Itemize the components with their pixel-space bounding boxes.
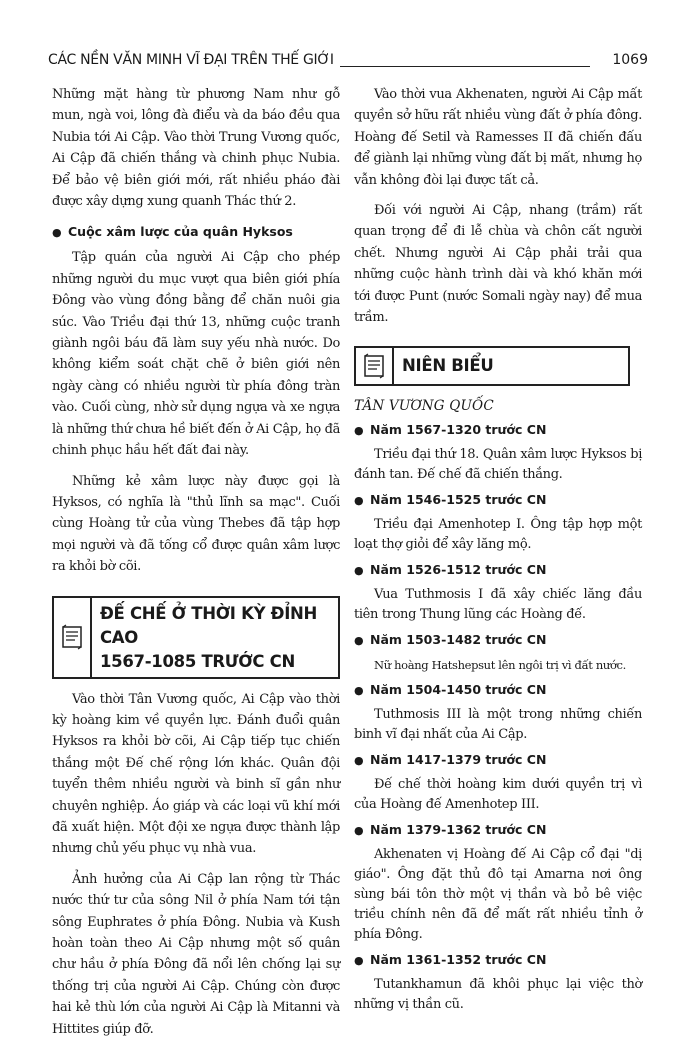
timeline-entry	[354, 629, 642, 675]
paragraph: Những mặt hàng từ phương Nam như gỗ mun, ngà voi, lông đà điểu và da báo đều qua Nubia tới Ai Cập. Vào thời Trung Vương quốc, Ai Cập đã chiến thắng và chinh phục Nubia. Để bảo vệ biên giới mới, rất nhiều pháo đài được xây dựng xung quanh Thác thứ 2.	[52, 87, 340, 210]
timeline-entry	[354, 559, 642, 625]
timeline-entry	[354, 489, 642, 555]
bullet-dot-icon: ●	[354, 424, 364, 438]
timeline-text: Đế chế thời hoàng kim dưới quyền trị vì của Hoàng đế Amenhotep III.	[354, 777, 642, 813]
timeline-entry	[354, 419, 642, 485]
running-title: CÁC NỀN VĂN MINH VĨ ĐẠI TRÊN THẾ GIỚI	[48, 52, 334, 68]
timeline-date: ● Năm 1417-1379 trước CN	[354, 749, 642, 771]
section-title: NIÊN BIỂU	[402, 356, 494, 376]
papyrus-scroll-icon	[356, 348, 394, 384]
bullet-dot-icon: ●	[354, 494, 364, 508]
paragraph: Vào thời Tân Vương quốc, Ai Cập vào thời kỳ hoàng kim về quyền lực. Đánh đuổi quân Hyksos ra khỏi bờ cõi, Ai Cập tiếp tục chiến thắng một Đế chế rộng lớn khác. Quân đội tuyển thêm nhiều người và binh sĩ gần như chuyên nghiệp. Áo giáp và các loại vũ khí mới đã xuất hiện. Một đội xe ngựa được thành lập nhưng chủ yếu phục vụ nhà vua.	[52, 691, 340, 857]
bullet-dot-icon: ●	[354, 754, 364, 768]
bullet-dot-icon: ●	[354, 564, 364, 578]
era-label: TÂN VƯƠNG QUỐC	[354, 398, 494, 415]
timeline-text: Nữ hoàng Hatshepsut lên ngôi trị vì đất nước.	[374, 658, 626, 673]
timeline-text: Tutankhamun đã khôi phục lại việc thờ những vị thần cũ.	[354, 977, 642, 1013]
section-title-line: ĐẾ CHẾ Ở THỜI KỲ ĐỈNH CAO	[100, 603, 318, 647]
timeline-list	[354, 419, 642, 1015]
section-title-line: 1567-1085 TRƯỚC CN	[100, 651, 295, 671]
timeline-date: ● Năm 1361-1352 trước CN	[354, 949, 642, 971]
timeline-text: Akhenaten vị Hoàng đế Ai Cập cổ đại "dị giáo". Ông đặt thủ đô tại Amarna nơi ông sùng bái tôn thờ một vị thần và bỏ bê việc triều chính nên đã để mất rất nhiều tỉnh ở phía Đông.	[354, 847, 642, 943]
timeline-date: ● Năm 1526-1512 trước CN	[354, 559, 642, 581]
subheading-text: Cuộc xâm lược của quân Hyksos	[68, 224, 293, 240]
timeline-date: ● Năm 1379-1362 trước CN	[354, 819, 642, 841]
timeline-entry	[354, 749, 642, 815]
paragraph: Những kẻ xâm lược này được gọi là Hyksos, có nghĩa là "thủ lĩnh sa mạc". Cuối cùng Hoàng tử của vùng Thebes đã tập hợp mọi người và đã tống cổ được quân xâm lược ra khỏi bờ cõi.	[52, 473, 340, 575]
bullet-dot-icon: ●	[52, 226, 62, 240]
timeline-entry	[354, 949, 642, 1015]
timeline-entry	[354, 819, 642, 945]
right-column	[354, 84, 642, 1019]
papyrus-scroll-icon	[54, 598, 92, 677]
paragraph: Đối với người Ai Cập, nhang (trầm) rất quan trọng để đi lễ chùa và chôn cất người chết. Nhưng người Ai Cập phải trải qua những cuộc hành trình dài và khó khăn mới tới được Punt (nước Somali ngày nay) để mua trầm.	[354, 203, 642, 326]
subheading-hyksos	[52, 221, 340, 243]
timeline-date: ● Năm 1503-1482 trước CN	[354, 629, 642, 651]
timeline-date: ● Năm 1567-1320 trước CN	[354, 419, 642, 441]
bullet-dot-icon: ●	[354, 634, 364, 648]
running-header	[48, 50, 648, 72]
timeline-text: Vua Tuthmosis I đã xây chiếc lăng đầu tiên trong Thung lũng các Hoàng đế.	[354, 587, 642, 623]
timeline-text: Triều đại Amenhotep I. Ông tập hợp một loạt thợ giỏi để xây lăng mộ.	[354, 517, 642, 553]
bullet-dot-icon: ●	[354, 684, 364, 698]
timeline-entry	[354, 679, 642, 745]
page-number: 1069	[612, 52, 648, 68]
paragraph: Vào thời vua Akhenaten, người Ai Cập mất quyền sở hữu rất nhiều vùng đất ở phía đông. Hoàng đế Setil và Ramesses II đã chiến đấu để giành lại những vùng đất bị mất, nhưng họ vẫn không đòi lại được tất cả.	[354, 87, 642, 188]
paragraph: Tập quán của người Ai Cập cho phép những người du mục vượt qua biên giới phía Đông vào vùng đồng bằng để chăn nuôi gia súc. Vào Triều đại thứ 13, những cuộc tranh giành ngôi báu đã làm suy yếu nhà nước. Do không kiểm soát chặt chẽ ở biên giới nên ngày càng có nhiều người từ phía đông tràn vào. Cuối cùng, nhờ sử dụng ngựa và xe ngựa là những thứ chưa hề biết đến ở Ai Cập, họ đã chinh phục hầu hết đất đai này.	[52, 250, 340, 459]
left-column	[52, 84, 340, 1049]
section-heading-chronology	[354, 346, 630, 386]
paragraph: Ảnh hưởng của Ai Cập lan rộng từ Thác nước thứ tư của sông Nil ở phía Nam tới tận sông Euphrates ở phía Đông. Nubia và Kush hoàn toàn theo Ai Cập nhưng một số quân chư hầu ở phía Đông đã nổi lên chống lại sự thống trị của người Ai Cập. Chúng còn được hai kẻ thù lớn của người Ai Cập là Mitanni và Hittites giúp đỡ.	[52, 871, 340, 1037]
timeline-date: ● Năm 1546-1525 trước CN	[354, 489, 642, 511]
bullet-dot-icon: ●	[354, 824, 364, 838]
header-rule	[340, 66, 590, 67]
bullet-dot-icon: ●	[354, 954, 364, 968]
timeline-text: Tuthmosis III là một trong những chiến binh vĩ đại nhất của Ai Cập.	[354, 707, 642, 743]
timeline-text: Triều đại thứ 18. Quân xâm lược Hyksos bị đánh tan. Đế chế đã chiến thắng.	[354, 447, 642, 483]
section-heading-empire	[52, 596, 340, 679]
timeline-date: ● Năm 1504-1450 trước CN	[354, 679, 642, 701]
